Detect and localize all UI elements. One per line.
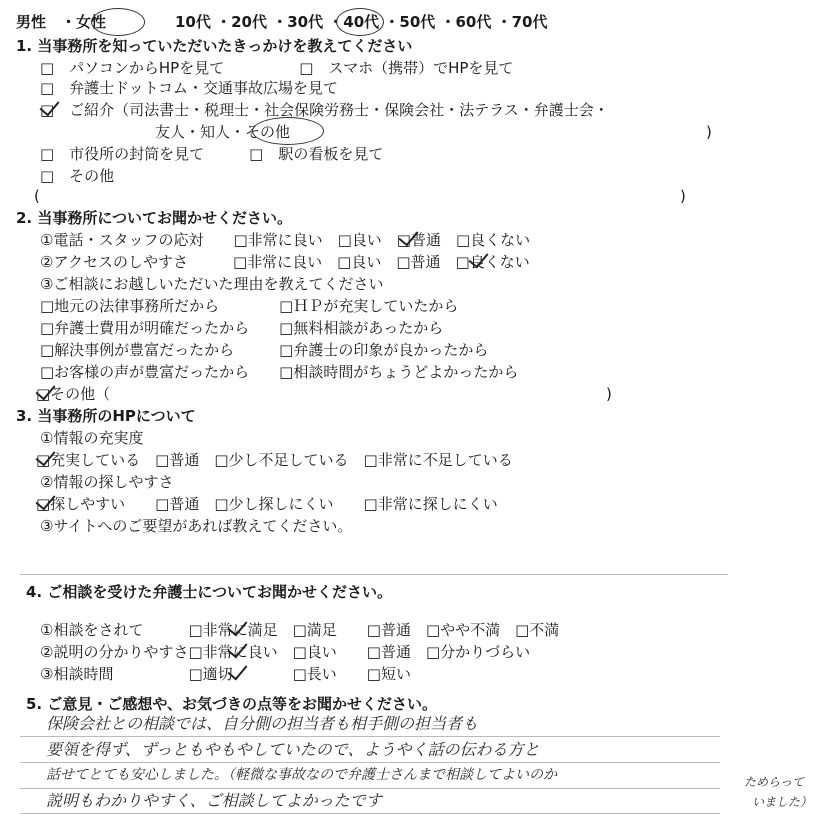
q2-reason-row1: □地元の法律事務所だから □ＨＰが充実していたから (40, 297, 459, 315)
q4-clarity: ②説明の分かりやすさ□非常に良い □良い □普通 □分かりづらい (40, 643, 531, 661)
q2-reason-other-close: ) (606, 385, 612, 403)
comment-rule-3 (20, 788, 720, 789)
q1-title: 1. 当事務所を知っていただいたきっかけを教えてください (16, 37, 413, 55)
q3-findability-options: □探しやすい □普通 □少し探しにくい □非常に探しにくい (36, 495, 498, 513)
comment-line-3: 話せてとても安心しました。（軽微な事故なので弁護士さんまで相談してよいのか (46, 767, 557, 783)
q1-referral-close: ) (706, 123, 712, 141)
q2-phone-staff: ①電話・スタッフの応対 □非常に良い □良い □普通 □良くない (40, 231, 531, 249)
q3-content-options: □充実している □普通 □少し不足している □非常に不足している (36, 451, 513, 469)
comment-line-4: 説明もわかりやすく、ご相談してよかったです (46, 791, 382, 810)
q3-sub-request: ③サイトへのご要望があれば教えてください。 (40, 517, 353, 535)
q1-other-close: ) (680, 187, 686, 205)
comment-side-note-2: いました） (752, 795, 813, 809)
q1-referral-line2: 友人・知人・その他 (155, 123, 291, 141)
comment-side-note-1: ためらって (744, 775, 805, 789)
q1-option-bengoshi-dotcom: □ 弁護士ドットコム・交通事故広場を見て (40, 79, 338, 97)
q1-other-open: ( (34, 187, 40, 205)
q1-option-referral: □ ご紹介（司法書士・税理士・社会保険労務士・保険会社・法テラス・弁護士会・ (40, 101, 609, 119)
q2-reason-row2: □弁護士費用が明確だったから □無料相談があったから (40, 319, 444, 337)
comment-rule-1 (20, 736, 720, 737)
age-options: 10代 ・20代 ・30代 ・40代 ・50代 ・60代 ・70代 (175, 13, 548, 31)
comment-rule-4 (20, 813, 720, 814)
comment-line-1: 保険会社との相談では、自分側の担当者も相手側の担当者も (46, 714, 479, 733)
q2-reason-other: □その他（ (36, 385, 111, 403)
selected-circle-female (91, 8, 145, 36)
comment-line-2: 要領を得ず、ずっともやもやしていたので、ようやく話の伝わる方と (46, 740, 540, 759)
q2-reason-row4: □お客様の声が豊富だったから □相談時間がちょうどよかったから (40, 363, 519, 381)
q4-title: 4. ご相談を受けた弁護士についてお聞かせください。 (26, 583, 393, 601)
q2-reason-title: ③ご相談にお越しいただいた理由を教えてください (40, 275, 384, 293)
selected-circle-40s (336, 8, 384, 36)
q2-title: 2. 当事務所についてお聞かせください。 (16, 209, 293, 227)
q4-duration: ③相談時間 □適切 □長い □短い (40, 665, 411, 683)
q1-option-other: □ その他 (40, 167, 115, 185)
gender-options: 男性 ・女性 (16, 13, 107, 31)
q1-option-cityhall-station: □ 市役所の封筒を見て □ 駅の看板を見て (40, 145, 384, 163)
q2-access: ②アクセスのしやすさ □非常に良い □良い □普通 □良くない (40, 253, 530, 271)
comment-rule-2 (20, 762, 720, 763)
q1-option-pc-smartphone: □ パソコンからHPを見て □ スマホ（携帯）でHPを見て (40, 59, 514, 77)
q2-reason-row3: □解決事例が豊富だったから □弁護士の印象が良かったから (40, 341, 489, 359)
request-line (20, 574, 728, 575)
q4-satisfaction: ①相談をされて □非常に満足 □満足 □普通 □やや不満 □不満 (40, 621, 560, 639)
q3-sub-findability: ②情報の探しやすさ (40, 473, 174, 491)
q3-sub-content: ①情報の充実度 (40, 429, 144, 447)
q3-title: 3. 当事務所のHPについて (16, 407, 196, 425)
selected-circle-other (252, 117, 324, 145)
q5-title: 5. ご意見・ご感想や、お気づきの点等をお聞かせください。 (26, 695, 438, 713)
